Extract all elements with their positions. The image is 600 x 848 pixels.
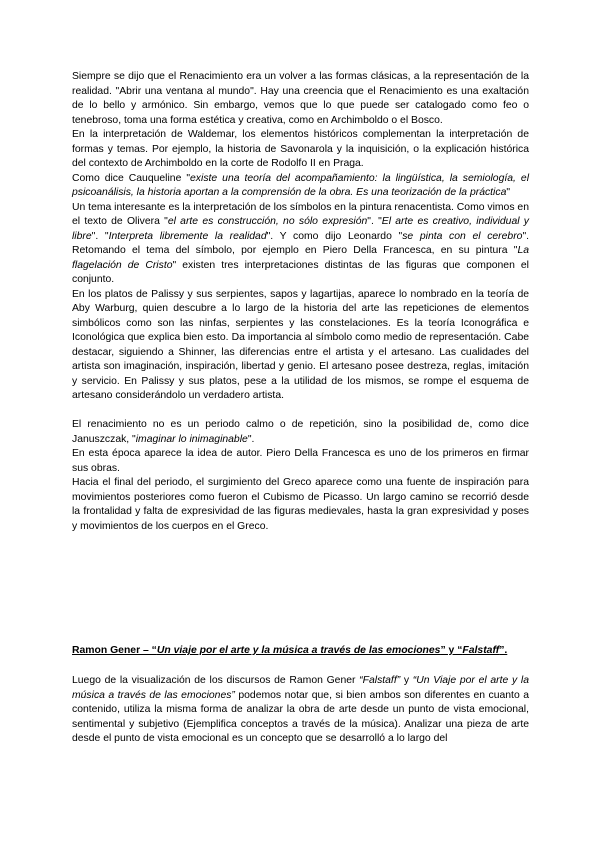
paragraph-gener: Luego de la visualización de los discursos de Ramon Gener “Falstaff” y “Un Viaje por el arte y la música a través de las emociones” podemos notar que, si bien ambos son diferentes en cuanto a contenido, utiliza la misma forma de analizar la obra de arte desde un punto de vista emocional, sentimental y subjetivo (Ejemplifica conceptos a través de la música). Analizar una pieza de arte desde el punto de vista emocional es un concepto que se desarrolló a lo largo del (72, 675, 529, 744)
paragraph-simbolos: Un tema interesante es la interpretación de los símbolos en la pintura renacentista. Como vimos en el texto de Olivera "el arte es construcción, no sólo expresión". "El arte es creativo, individual y libre". "Interpreta libremente la realidad". Y como dijo Leonardo "se pinta con el cerebro". Retomando el tema del símbolo, por ejemplo en Piero Della Francesca, en su pintura "La flagelación de Cristo" existen tres interpretaciones distintas de las figuras que componen el conjunto. (72, 201, 530, 285)
painting-title: La flagelación de Cristo (72, 245, 529, 271)
paragraph-waldemar: En la interpretación de Waldemar, los elementos históricos complementan la interpretación de formas y temas. Por ejemplo, la historia de Savonarola y la inquisición, o la explicación histórica del contexto de Archimboldo en la corte de Rodolfo II en Praga. (72, 129, 529, 169)
quote-olivera-1: el arte es construcción, no sólo expresión (167, 216, 368, 227)
section-gener-body (72, 674, 529, 747)
paragraph-greco: Hacia el final del periodo, el surgimiento del Greco aparece como una fuente de inspiración para movimientos posteriores como fueron el Cubismo de Picasso. Un largo camino se recorrió desde la frontalidad y falta de expresividad de las figuras medievales, hasta la gran expresividad y poses y movimientos de los cuerpos en el Greco. (72, 477, 529, 532)
paragraph-renacimiento-intro: Siempre se dijo que el Renacimiento era un volver a las formas clásicas, a la representación de la realidad. "Abrir una ventana al mundo". Hay una creencia que el Renacimiento es una exaltación de lo bello y armónico. Sin embargo, vemos que lo que puede ser catalogado como feo o tenebroso, toma una forma estética y creativa, como en Archimboldo o el Bosco. (72, 71, 529, 126)
paragraph-cauqueline: Como dice Cauqueline "existe una teoría del acompañamiento: la lingüística, la semiología, el psicoanálisis, la historia aportan a la comprensión de la obra. Es una teorización de la práctica" (72, 172, 529, 198)
paragraph-palissy: En los platos de Palissy y sus serpientes, sapos y lagartijas, aparece lo nombrado en la teoría de Aby Warburg, quien descubre a lo largo de la historia del arte las repeticiones de elementos simbólicos como son las ninfas, serpientes y las constelaciones. Es la teoría Iconográfica e Iconológica que explica bien esto. Da importancia al símbolo como medio de representación. Cabe destacar, siguiendo a Shinner, las diferencias entre el artista y el artesano. Las cualidades del artista son imaginación, inspiración, libertad y genio. El artesano posee destreza, reglas, imitación y servicio. En Palissy y sus platos, pese a la utilidad de los mismos, se rompe el esquema de artesano considerándolo un verdadero artista. (72, 288, 529, 401)
quote-olivera-2: El arte es creativo, individual y libre (72, 216, 529, 242)
paragraph-renacimiento-calmo: El renacimiento no es un periodo calmo o de repetición, sino la posibilidad de, como dice Januszczak, "imaginar lo inimaginable". (72, 419, 529, 445)
paragraph-autor: En esta época aparece la idea de autor. Piero Della Francesca es uno de los primeros en firmar sus obras. (72, 448, 529, 474)
document-body (72, 70, 529, 534)
quote-cauqueline: existe una teoría del acompañamiento: la lingüística, la semiología, el psicoanálisis, la historia aportan a la comprensión de la obra. Es una teorización de la práctica (72, 172, 529, 198)
quote-leonardo: se pinta con el cerebro (402, 230, 523, 242)
section-heading: Ramon Gener – “Un viaje por el arte y la música a través de las emociones” y “Falstaff”. (72, 645, 508, 656)
quote-olivera-3: Interpreta libremente la realidad (108, 230, 267, 242)
quote-januszczak: imaginar lo inimaginable (135, 433, 248, 445)
